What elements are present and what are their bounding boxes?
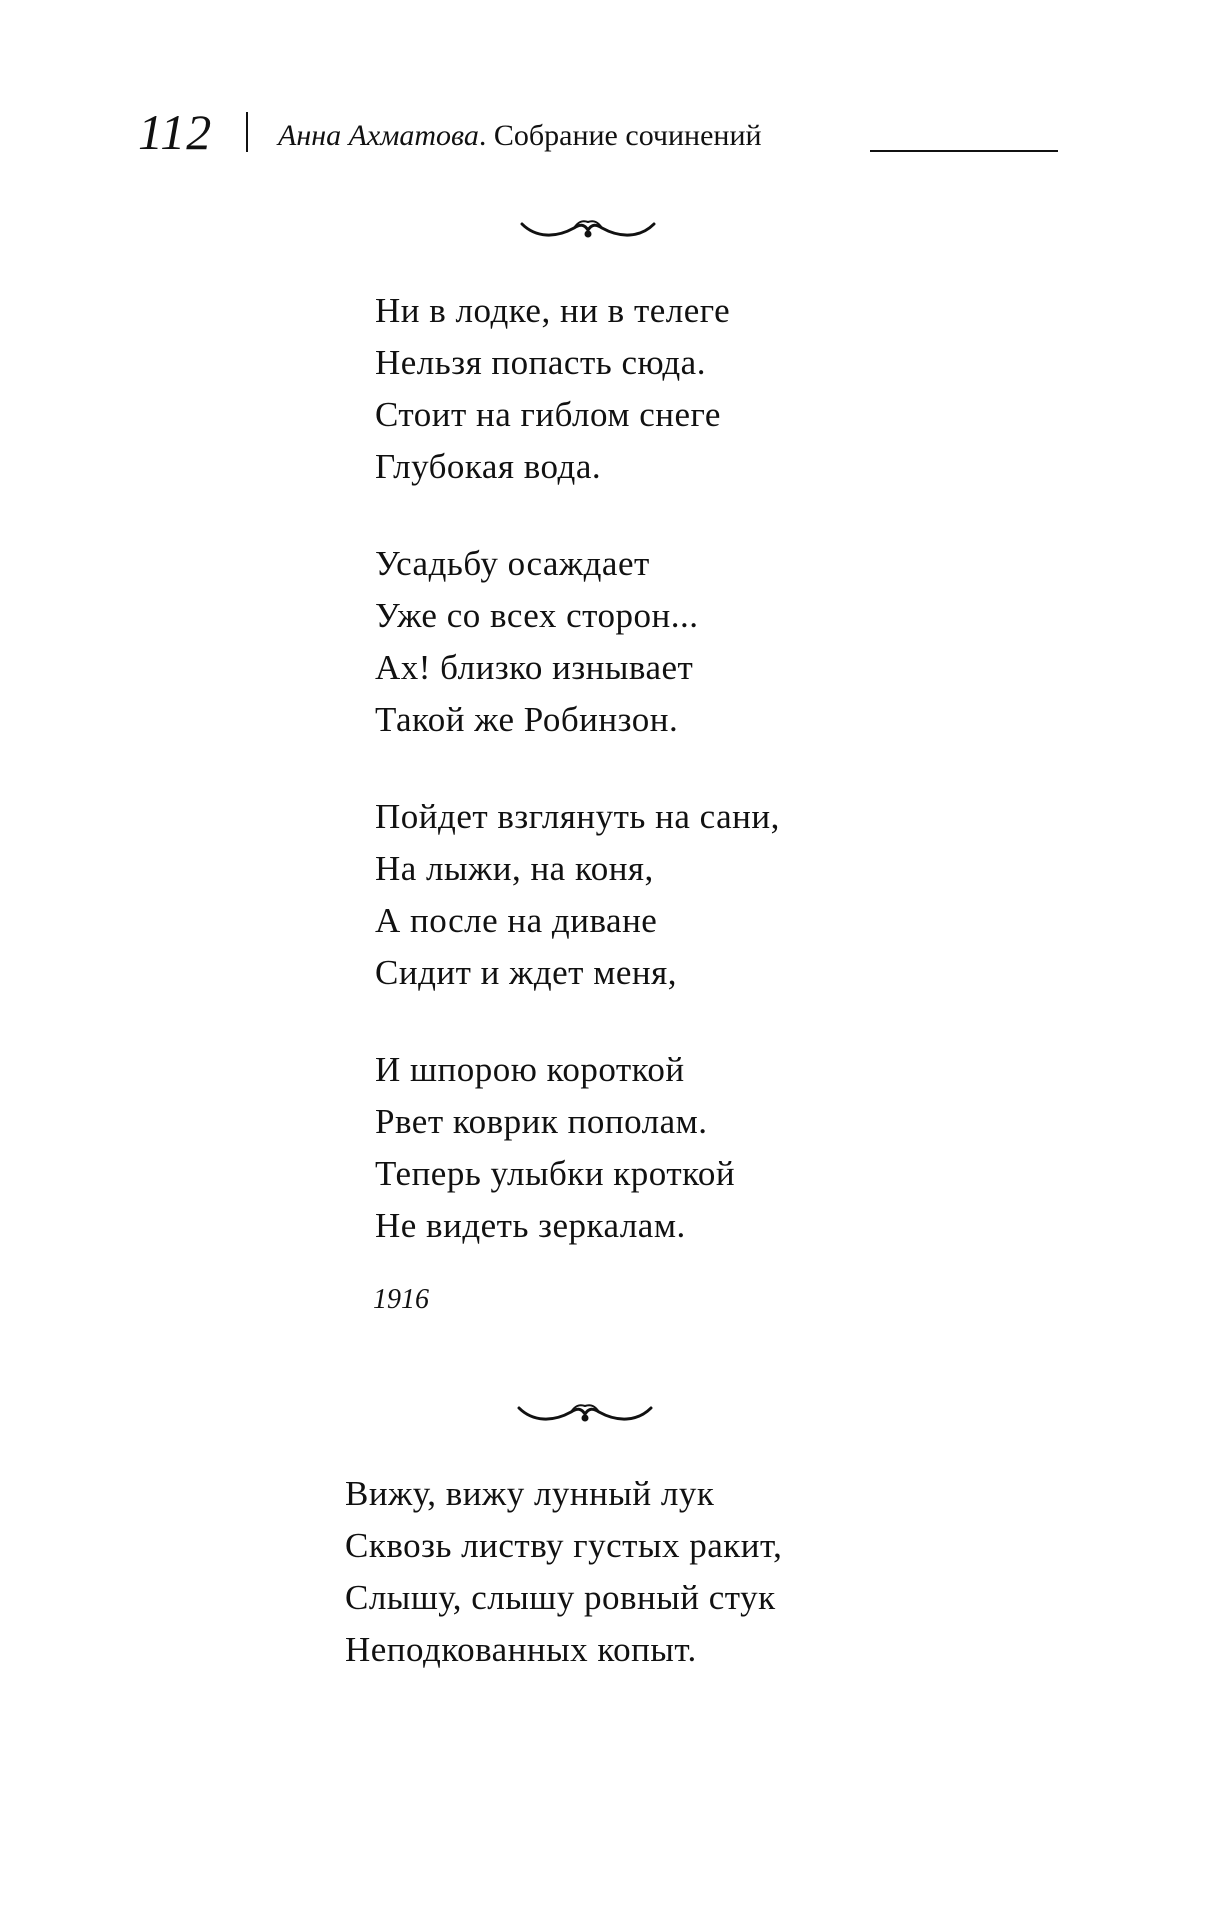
stanza bbox=[375, 1044, 780, 1252]
running-head bbox=[278, 116, 762, 156]
poem-line: Сквозь листву густых ракит, bbox=[345, 1526, 783, 1565]
header-rule bbox=[870, 150, 1058, 152]
stanza bbox=[345, 1468, 782, 1676]
stanza bbox=[375, 791, 780, 999]
poem-line: На лыжи, на коня, bbox=[375, 849, 654, 888]
flourish-ornament-icon bbox=[515, 1396, 655, 1426]
running-header bbox=[138, 102, 1058, 162]
poem-line: Глубокая вода. bbox=[375, 447, 602, 486]
poem-line: Нельзя попасть сюда. bbox=[375, 343, 706, 382]
poem-line: Не видеть зеркалам. bbox=[375, 1206, 686, 1245]
running-head-separator: . bbox=[478, 119, 487, 152]
poem-line: Такой же Робинзон. bbox=[375, 700, 679, 739]
poem-first bbox=[375, 285, 780, 1252]
poem-date: 1916 bbox=[373, 1284, 429, 1315]
poem-line: И шпорою короткой bbox=[375, 1050, 685, 1089]
running-head-title: Собрание сочинений bbox=[493, 119, 762, 152]
poem-line: Ах! близко изнывает bbox=[375, 648, 694, 687]
header-vertical-rule bbox=[246, 112, 248, 152]
poem-line: Неподкованных копыт. bbox=[345, 1630, 697, 1669]
page-number: 112 bbox=[138, 104, 213, 160]
poem-line: Сидит и ждет меня, bbox=[375, 953, 677, 992]
poem-line: Ни в лодке, ни в телеге bbox=[375, 291, 731, 330]
flourish-ornament-icon bbox=[518, 212, 658, 242]
running-head-author: Анна Ахматова bbox=[278, 119, 479, 152]
poem-second bbox=[345, 1468, 782, 1676]
poem-line: Уже со всех сторон... bbox=[375, 596, 699, 635]
poem-line: Теперь улыбки кроткой bbox=[375, 1154, 736, 1193]
poem-line: Усадьбу осаждает bbox=[375, 544, 650, 583]
stanza bbox=[375, 285, 780, 493]
poem-line: Пойдет взглянуть на сани, bbox=[375, 797, 780, 836]
poem-line: Рвет коврик пополам. bbox=[375, 1102, 708, 1141]
poem-line: А после на диване bbox=[375, 901, 658, 940]
poem-line: Вижу, вижу лунный лук bbox=[345, 1474, 715, 1513]
poem-line: Стоит на гиблом снеге bbox=[375, 395, 721, 434]
stanza bbox=[375, 538, 780, 746]
poem-line: Слышу, слышу ровный стук bbox=[345, 1578, 776, 1617]
